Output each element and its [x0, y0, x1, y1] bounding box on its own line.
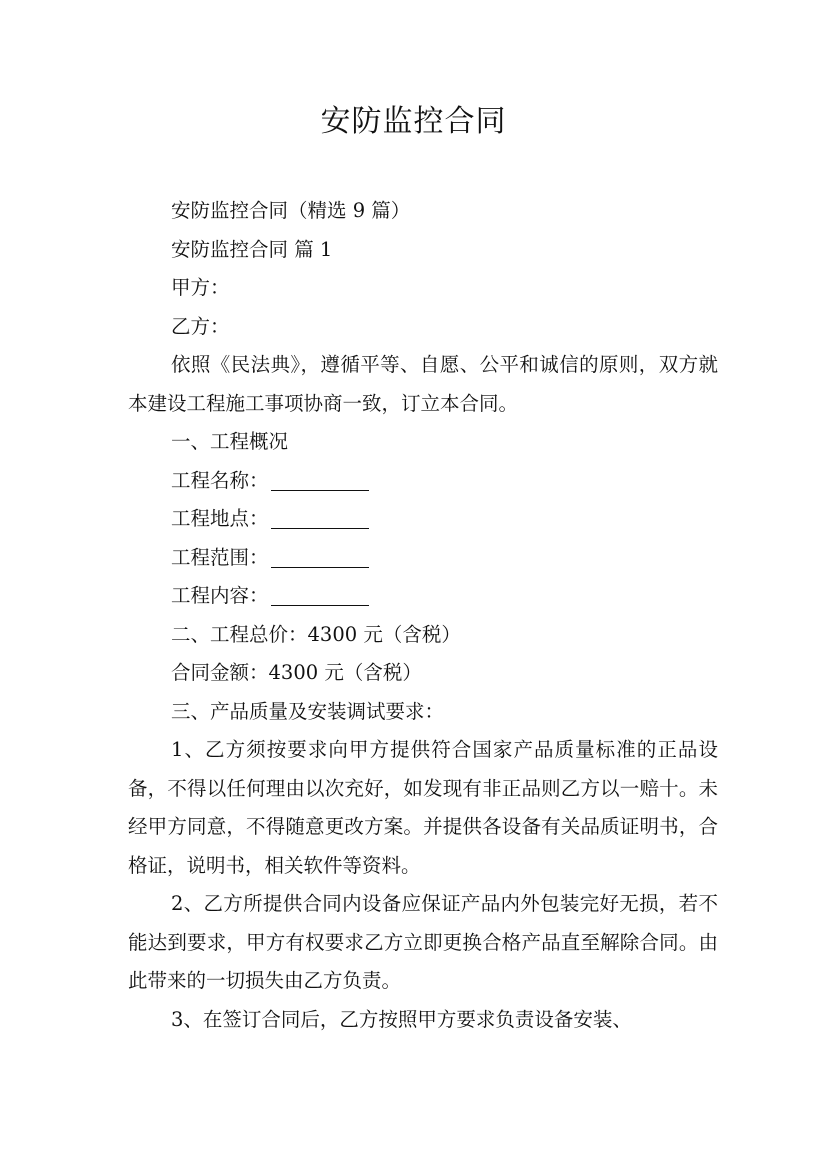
- document-title: 安防监控合同: [320, 104, 507, 139]
- blank-line: [271, 545, 369, 568]
- section3-heading: 三、产品质量及安装调试要求：: [171, 699, 445, 723]
- blank-line: [271, 468, 369, 491]
- field-project-scope: [128, 539, 718, 578]
- field-label: 工程地点：: [171, 507, 269, 530]
- field-label: 工程内容：: [171, 584, 269, 607]
- intro-paragraph: 依照《民法典》，遵循平等、自愿、公平和诚信的原则，双方就本建设工程施工事项协商一致，订立本合同。: [128, 353, 718, 415]
- field-project-content: [128, 577, 718, 616]
- document-subtitle: 安防监控合同（精选 9 篇）: [171, 199, 411, 222]
- blank-line: [271, 583, 369, 606]
- party-a-label: 甲方：: [171, 276, 230, 299]
- field-project-name: [128, 462, 718, 501]
- document-body: [128, 192, 718, 1039]
- section2-heading: 二、工程总价：4300 元（含税）: [171, 622, 461, 646]
- clause-1: 1、乙方须按要求向甲方提供符合国家产品质量标准的正品设备，不得以任何理由以次充好，如发现有非正品则乙方以一赔十。未经甲方同意，不得随意更改方案。并提供各设备有关品质证明书，合格证，说明书，相关软件等资料。: [128, 738, 718, 877]
- field-project-location: [128, 500, 718, 539]
- clause-3: 3、在签订合同后，乙方按照甲方要求负责设备安装、: [171, 1007, 632, 1031]
- section1-heading: 一、工程概况: [171, 430, 289, 453]
- clause-2: 2、乙方所提供合同内设备应保证产品内外包装完好无损，若不能达到要求，甲方有权要求乙方立即更换合格产品直至解除合同。由此带来的一切损失由乙方负责。: [128, 892, 718, 992]
- field-label: 工程范围：: [171, 545, 269, 569]
- field-label: 工程名称：: [171, 468, 269, 492]
- blank-line: [271, 506, 369, 529]
- contract-amount: 合同金额：4300 元（含税）: [171, 661, 422, 684]
- party-b-label: 乙方：: [171, 314, 230, 338]
- section-heading: 安防监控合同 篇 1: [171, 237, 333, 261]
